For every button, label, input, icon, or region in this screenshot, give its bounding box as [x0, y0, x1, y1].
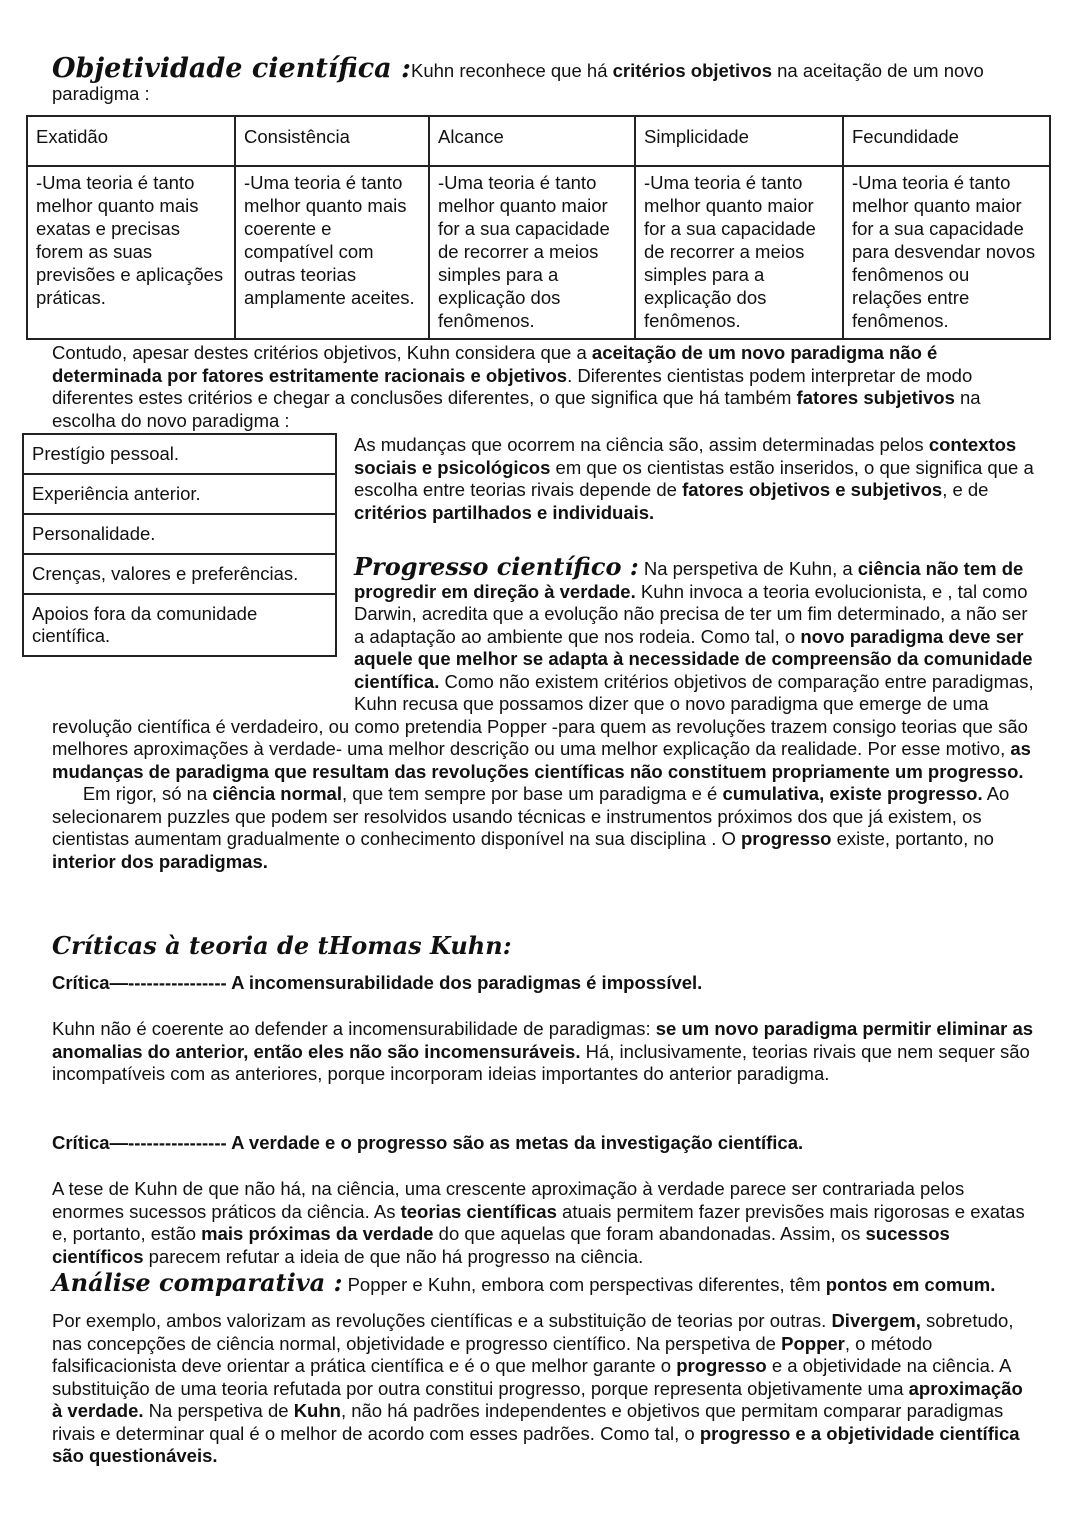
criteria-cell: -Uma teoria é tanto melhor quanto maior for a sua capacidade de recorrer a meios simples para a explicação dos fenômenos.: [635, 166, 843, 339]
criteria-header-row: [27, 116, 1050, 166]
criteria-body-row: [27, 166, 1050, 339]
critiques-heading: Críticas à teoria de tHomas Kuhn:: [52, 931, 512, 960]
criteria-header: Fecundidade: [843, 116, 1050, 166]
factor-item: Crenças, valores e preferências.: [23, 554, 336, 594]
criteria-cell: -Uma teoria é tanto melhor quanto mais coerente e compatível com outras teorias amplamente aceites.: [235, 166, 429, 339]
factor-item: Experiência anterior.: [23, 474, 336, 514]
criteria-cell: -Uma teoria é tanto melhor quanto mais exatas e precisas forem as suas previsões e aplicações práticas.: [27, 166, 235, 339]
comparative-heading: Análise comparativa :: [52, 1268, 343, 1297]
critique-2-title: Crítica—---------------- A verdade e o progresso são as metas da investigação científica.: [52, 1132, 804, 1153]
subjective-paragraph: Contudo, apesar destes critérios objetivos, Kuhn considera que a aceitação de um novo paradigma não é determinada por fatores estritamente racionais e objetivos. Diferentes cientistas podem interpretar de modo diferentes estes critérios e chegar a conclusões diferentes, o que significa que há também fatores subjetivos na escolha do novo paradigma :: [52, 342, 981, 431]
factor-item: Apoios fora da comunidade científica.: [23, 594, 336, 656]
comparative-body: Por exemplo, ambos valorizam as revoluções científicas e a substituição de teorias por outras. Divergem, sobretudo, nas concepções de ciência normal, objetividade e progresso científico. Na perspetiva de Popper, o método falsificacionista deve orientar a prática científica e é o que melhor garante o progresso e a objetividade na ciência. A substituição de uma teoria refutada por outra constitui progresso, porque representa objetivamente uma aproximação à verdade. Na perspetiva de Kuhn, não há padrões independentes e objetivos que permitam comparar paradigmas rivais e determinar qual é o melhor de acordo com esses padrões. Como tal, o progresso e a objetividade científica são questionáveis.: [52, 1310, 1023, 1466]
critique-2-body: A tese de Kuhn de que não há, na ciência, uma crescente aproximação à verdade parece ser contrariada pelos enormes sucessos práticos da ciência. As teorias científicas atuais permitem fazer previsões mais rigorosas e exatas e, portanto, estão mais próximas da verdade do que aquelas que foram abandonadas. Assim, os sucessos científicos parecem refutar a ideia de que não há progresso na ciência.: [52, 1178, 1025, 1267]
objectivity-intro: Objetividade científica :Kuhn reconhece que há critérios objetivos na aceitação de um novo paradigma :: [52, 53, 984, 104]
objectivity-heading: Objetividade científica :: [52, 53, 412, 84]
critique-1-title: Crítica—---------------- A incomensurabilidade dos paradigmas é impossível.: [52, 972, 703, 993]
criteria-header: Exatidão: [27, 116, 235, 166]
contexts-paragraph: As mudanças que ocorrem na ciência são, assim determinadas pelos contextos sociais e psicológicos em que os cientistas estão inseridos, o que significa que a escolha entre teorias rivais depende de fatores objetivos e subjetivos, e de critérios partilhados e individuais.: [354, 434, 1034, 523]
progress-section: Progresso científico : Na perspetiva de Kuhn, a ciência não tem de progredir em direção à verdade. Kuhn invoca a teoria evolucionista, e , tal como Darwin, acredita que a evolução não precisa de ter um fim determinado, a não ser a adaptação ao ambiente que nos rodeia. Como tal, o novo paradigma deve ser aquele que melhor se adapta à necessidade de compreensão da comunidade científica. Como não existem critérios objetivos de comparação entre paradigmas, Kuhn recusa que possamos dizer que o novo paradigma que emerge de uma revolução científica é verdadeiro, ou como pretendia Popper -para quem as revoluções trazem consigo teorias que são melhores aproximações à verdade- uma melhor descrição ou uma melhor explicação da realidade. Por esse motivo, as mudanças de paradigma que resultam das revoluções científicas não constituem propriamente um progresso. Em rigor, só na ciência normal, que tem sempre por base um paradigma e é cumulativa, existe progresso. Ao selecionarem puzzles que podem ser resolvidos usando técnicas e instrumentos próximos dos que já existem, os cientistas aumentam gradualmente o conhecimento disponível na sua disciplina . O progresso existe, portanto, no interior dos paradigmas.: [52, 552, 1034, 872]
comparative-intro: Análise comparativa : Popper e Kuhn, embora com perspectivas diferentes, têm pontos em comum.: [52, 1268, 996, 1297]
criteria-header: Consistência: [235, 116, 429, 166]
criteria-cell: -Uma teoria é tanto melhor quanto maior for a sua capacidade para desvendar novos fenômenos ou relações entre fenômenos.: [843, 166, 1050, 339]
criteria-header: Alcance: [429, 116, 635, 166]
factor-item: Prestígio pessoal.: [23, 434, 336, 474]
criteria-table: [26, 115, 1051, 340]
criteria-header: Simplicidade: [635, 116, 843, 166]
progress-heading: Progresso científico :: [354, 552, 639, 581]
critique-1-body: Kuhn não é coerente ao defender a incomensurabilidade de paradigmas: se um novo paradigma permitir eliminar as anomalias do anterior, então eles não são incomensuráveis. Há, inclusivamente, teorias rivais que nem sequer são incompatíveis com as anteriores, porque incorporam ideias importantes do anterior paradigma.: [52, 1018, 1034, 1084]
float-spacer: [52, 556, 354, 696]
factor-item: Personalidade.: [23, 514, 336, 554]
criteria-cell: -Uma teoria é tanto melhor quanto maior for a sua capacidade de recorrer a meios simples para a explicação dos fenômenos.: [429, 166, 635, 339]
